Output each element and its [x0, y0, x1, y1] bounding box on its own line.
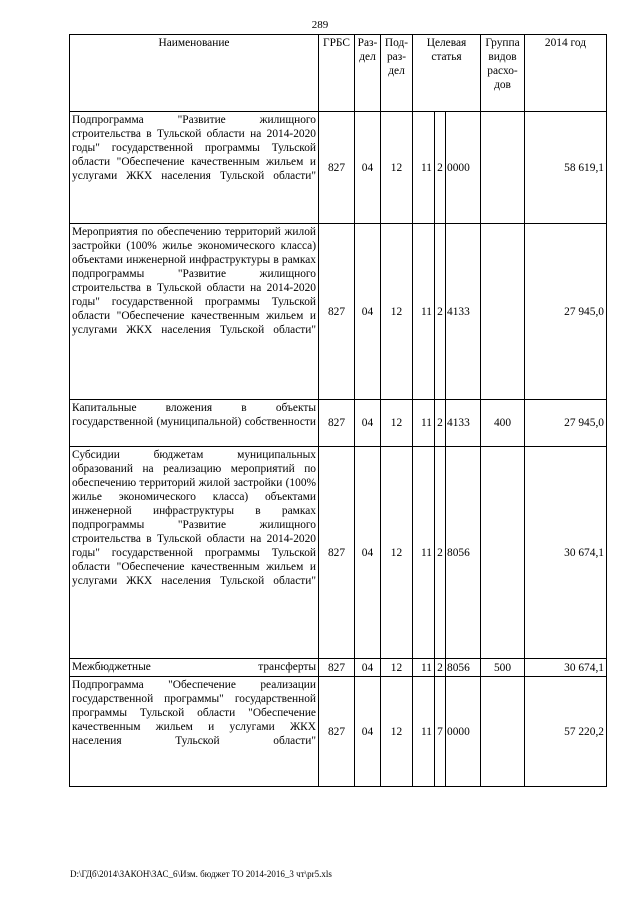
row-target-2: 2: [435, 659, 446, 677]
row-grbs: 827: [319, 112, 355, 224]
row-target-1: 11: [413, 400, 435, 447]
row-name: Подпрограмма "Обеспечение реализации государственной программы" государственной программы Тульской области "Обеспечение качественным жильем и услугами ЖКХ населения Тульской области": [70, 677, 319, 787]
budget-table: [69, 34, 607, 787]
header-target: Целевая статья: [413, 35, 481, 112]
row-group: [481, 677, 525, 787]
row-amount: 58 619,1: [525, 112, 607, 224]
row-podrazdel: 12: [381, 447, 413, 659]
row-grbs: 827: [319, 400, 355, 447]
header-name: Наименование: [70, 35, 319, 112]
row-name: Капитальные вложения в объекты государственной (муниципальной) собственности: [70, 400, 319, 447]
row-name: Межбюджетные трансферты: [70, 659, 319, 677]
row-amount: 27 945,0: [525, 400, 607, 447]
row-target-1: 11: [413, 112, 435, 224]
row-group: 500: [481, 659, 525, 677]
row-razdel: 04: [355, 677, 381, 787]
row-target-1: 11: [413, 447, 435, 659]
header-razdel: Раз- дел: [355, 35, 381, 112]
row-name: Подпрограмма "Развитие жилищного строительства в Тульской области на 2014-2020 годы" государственной программы Тульской области "Обеспечение качественным жильем и услугами ЖКХ населения Тульской области": [70, 112, 319, 224]
row-group: [481, 224, 525, 400]
row-razdel: 04: [355, 112, 381, 224]
table-row: [70, 677, 607, 787]
table-row: [70, 112, 607, 224]
row-name: Мероприятия по обеспечению территорий жилой застройки (100% жилье экономического класса) объектами инженерной инфраструктуры в рамках подпрограммы "Развитие жилищного строительства в Тульской области на 2014-2020 годы" государственной программы Тульской области "Обеспечение качественным жильем и услугами ЖКХ населения Тульской области": [70, 224, 319, 400]
table-row: [70, 400, 607, 447]
table-row: [70, 659, 607, 677]
row-podrazdel: 12: [381, 677, 413, 787]
row-target-3: 0000: [446, 112, 481, 224]
row-grbs: 827: [319, 677, 355, 787]
row-name: Субсидии бюджетам муниципальных образований на реализацию мероприятий по обеспечению территорий жилой застройки (100% жилье экономического класса) объектами инженерной инфраструктуры в рамках подпрограммы "Развитие жилищного строительства в Тульской области на 2014-2020 годы" государственной программы Тульской области "Обеспечение качественным жильем и услугами ЖКХ населения Тульской области": [70, 447, 319, 659]
row-podrazdel: 12: [381, 400, 413, 447]
row-amount: 30 674,1: [525, 659, 607, 677]
row-target-3: 8056: [446, 659, 481, 677]
row-grbs: 827: [319, 447, 355, 659]
table-header-row: [70, 35, 607, 112]
row-target-3: 4133: [446, 400, 481, 447]
table-row: [70, 447, 607, 659]
row-target-3: 8056: [446, 447, 481, 659]
row-target-3: 4133: [446, 224, 481, 400]
row-target-1: 11: [413, 659, 435, 677]
row-target-1: 11: [413, 224, 435, 400]
row-amount: 30 674,1: [525, 447, 607, 659]
row-target-2: 2: [435, 447, 446, 659]
row-amount: 27 945,0: [525, 224, 607, 400]
row-razdel: 04: [355, 400, 381, 447]
row-grbs: 827: [319, 659, 355, 677]
row-target-2: 2: [435, 224, 446, 400]
row-razdel: 04: [355, 659, 381, 677]
header-year: 2014 год: [525, 35, 607, 112]
row-razdel: 04: [355, 224, 381, 400]
row-podrazdel: 12: [381, 112, 413, 224]
file-path-footer: D:\ГДб\2014\ЗАКОН\ЗАС_6\Изм. бюджет ТО 2014-2016_3 чт\pr5.xls: [70, 869, 332, 879]
header-podrazdel: Под- раз- дел: [381, 35, 413, 112]
row-group: [481, 112, 525, 224]
row-target-2: 7: [435, 677, 446, 787]
table-row: [70, 224, 607, 400]
row-target-2: 2: [435, 400, 446, 447]
row-amount: 57 220,2: [525, 677, 607, 787]
header-group: Группа видов расхо- дов: [481, 35, 525, 112]
row-group: [481, 447, 525, 659]
row-target-3: 0000: [446, 677, 481, 787]
page-number: 289: [311, 19, 329, 31]
row-target-1: 11: [413, 677, 435, 787]
row-target-2: 2: [435, 112, 446, 224]
header-grbs: ГРБС: [319, 35, 355, 112]
row-podrazdel: 12: [381, 659, 413, 677]
row-podrazdel: 12: [381, 224, 413, 400]
row-group: 400: [481, 400, 525, 447]
row-razdel: 04: [355, 447, 381, 659]
row-grbs: 827: [319, 224, 355, 400]
